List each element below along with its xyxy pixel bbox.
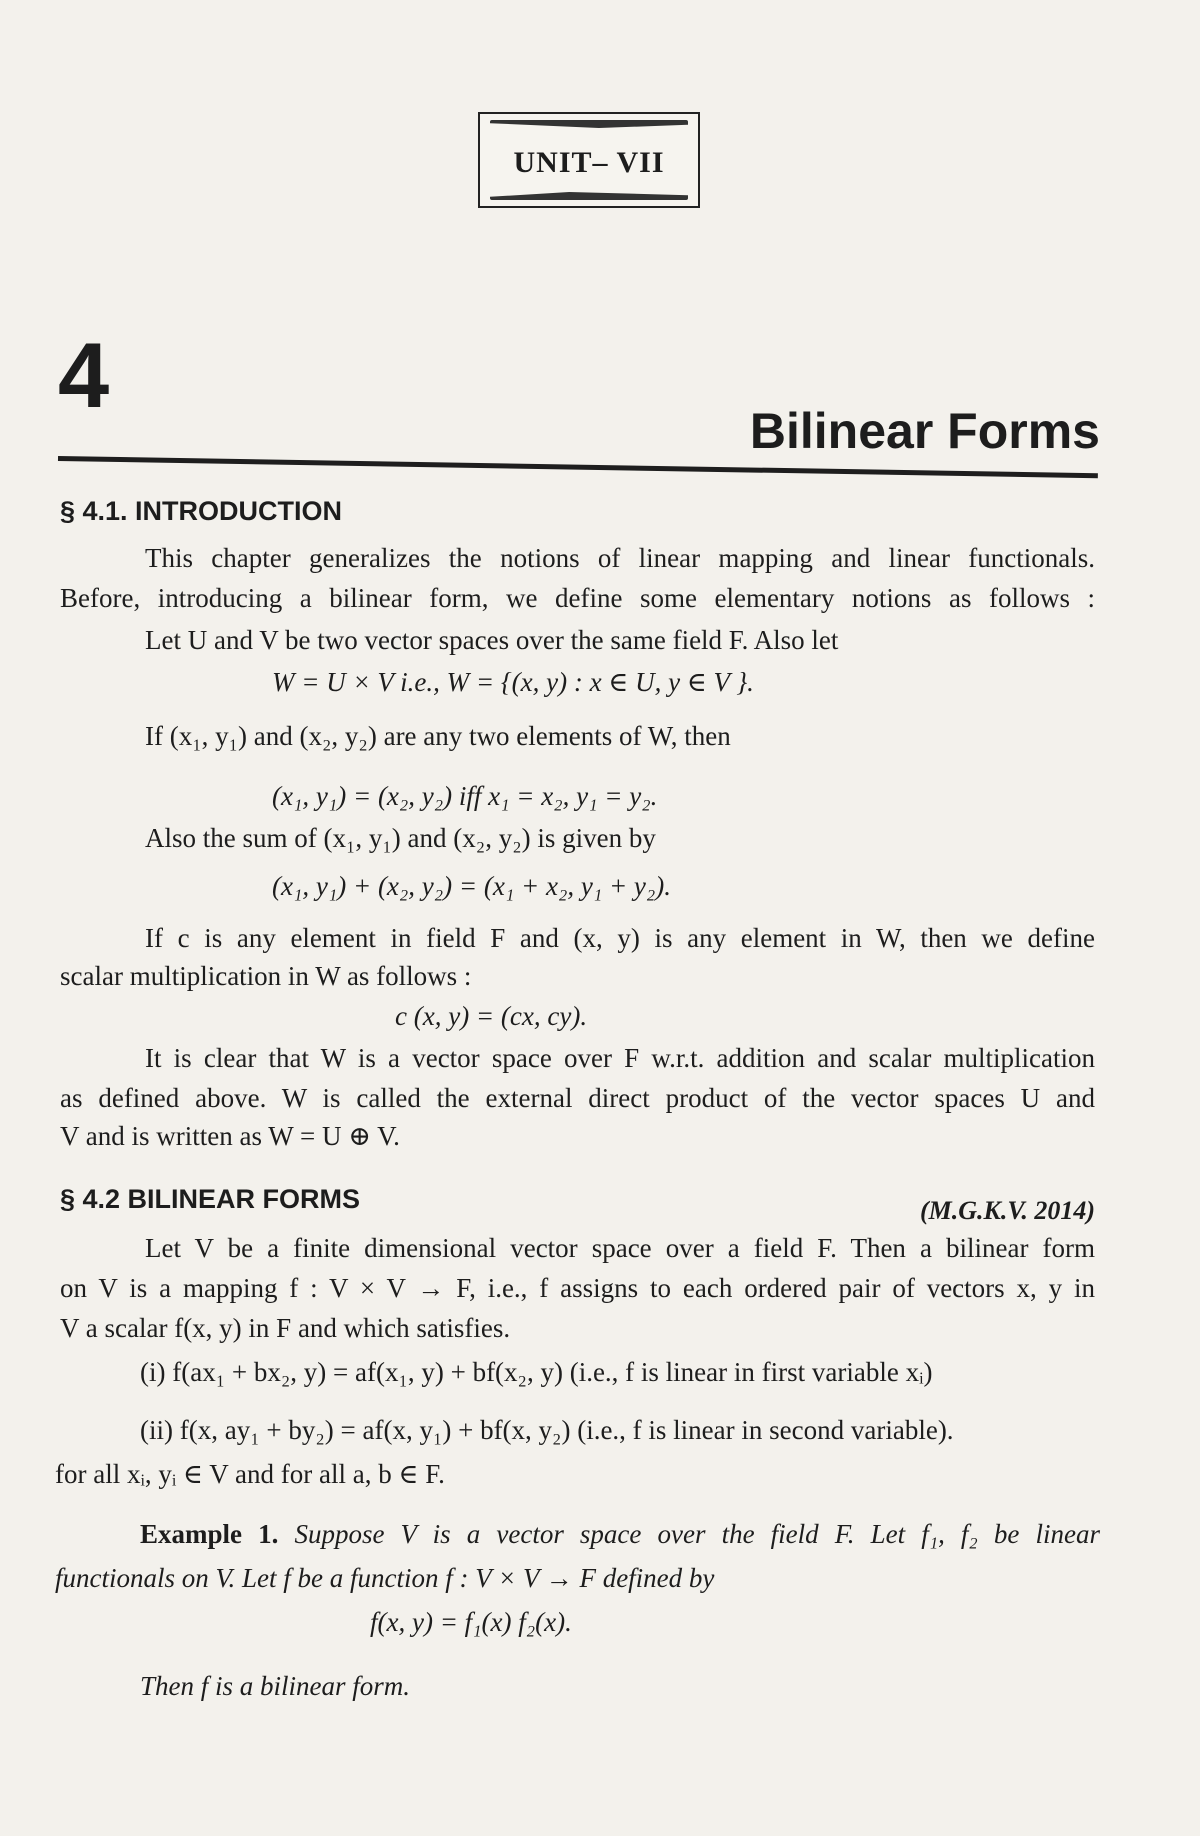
example-line: functionals on V. Let f be a function f : V × V → F defined by xyxy=(55,1563,715,1593)
text-line: It is clear that W is a vector space over F w.r.t. addition and scalar multiplication xyxy=(145,1043,1095,1073)
text-line: V a scalar f(x, y) in F and which satisfies. xyxy=(60,1313,511,1343)
text-line: This chapter generalizes the notions of linear mapping and linear functionals. xyxy=(145,543,1095,573)
chapter-title: Bilinear Forms xyxy=(749,403,1100,459)
equation: W = U × V i.e., W = {(x, y) : x ∈ U, y ∈ V }. xyxy=(272,667,754,697)
chapter-number: 4 xyxy=(58,325,110,427)
unit-label: UNIT– VII xyxy=(513,146,665,179)
example-text: Suppose V is a vector space over the field F. Let f₁, f₂ be linear xyxy=(294,1519,1100,1549)
section-heading-introduction: § 4.1. INTRODUCTION xyxy=(60,496,343,526)
text-line: If c is any element in field F and (x, y) is any element in W, then we define xyxy=(145,923,1095,953)
text-line: on V is a mapping f : V × V → F, i.e., f assigns to each ordered pair of vectors x, y in xyxy=(60,1273,1095,1303)
equation: f(x, y) = f₁(x) f₂(x). xyxy=(370,1607,572,1637)
equation: (x₁, y₁) = (x₂, y₂) iff x₁ = x₂, y₁ = y₂. xyxy=(272,781,658,811)
section-heading-bilinear-forms: § 4.2 BILINEAR FORMS xyxy=(60,1184,361,1214)
text-line: V and is written as W = U ⊕ V. xyxy=(60,1121,400,1151)
example-label: Example 1. xyxy=(140,1519,279,1549)
equation: (x₁, y₁) + (x₂, y₂) = (x₁ + x₂, y₁ + y₂). xyxy=(272,871,672,901)
exam-reference: (M.G.K.V. 2014) xyxy=(919,1196,1095,1225)
text-line: scalar multiplication in W as follows : xyxy=(60,961,472,991)
condition-line: (i) f(ax₁ + bx₂, y) = af(x₁, y) + bf(x₂, y) (i.e., f is linear in first variable xᵢ) xyxy=(140,1357,933,1387)
text-line: Also the sum of (x₁, y₁) and (x₂, y₂) is given by xyxy=(145,823,656,853)
text-line: Before, introducing a bilinear form, we define some elementary notions as follows : xyxy=(60,583,1095,613)
text-line: If (x₁, y₁) and (x₂, y₂) are any two elements of W, then xyxy=(145,721,731,751)
box-decoration-top xyxy=(490,120,688,128)
example-line xyxy=(140,1518,1100,1550)
example-conclusion: Then f is a bilinear form. xyxy=(140,1671,411,1701)
condition-line: (ii) f(x, ay₁ + by₂) = af(x, y₁) + bf(x, y₂) (i.e., f is linear in second variable). xyxy=(140,1415,954,1445)
text-line: Let V be a finite dimensional vector space over a field F. Then a bilinear form xyxy=(145,1233,1095,1263)
equation: c (x, y) = (cx, cy). xyxy=(395,1001,588,1031)
text-line: Let U and V be two vector spaces over the same field F. Also let xyxy=(145,625,839,655)
text-line: for all xᵢ, yᵢ ∈ V and for all a, b ∈ F. xyxy=(55,1459,445,1489)
text-line: as defined above. W is called the external direct product of the vector spaces U and xyxy=(60,1083,1095,1113)
box-decoration-bottom xyxy=(490,192,688,200)
unit-label-box xyxy=(478,112,700,208)
